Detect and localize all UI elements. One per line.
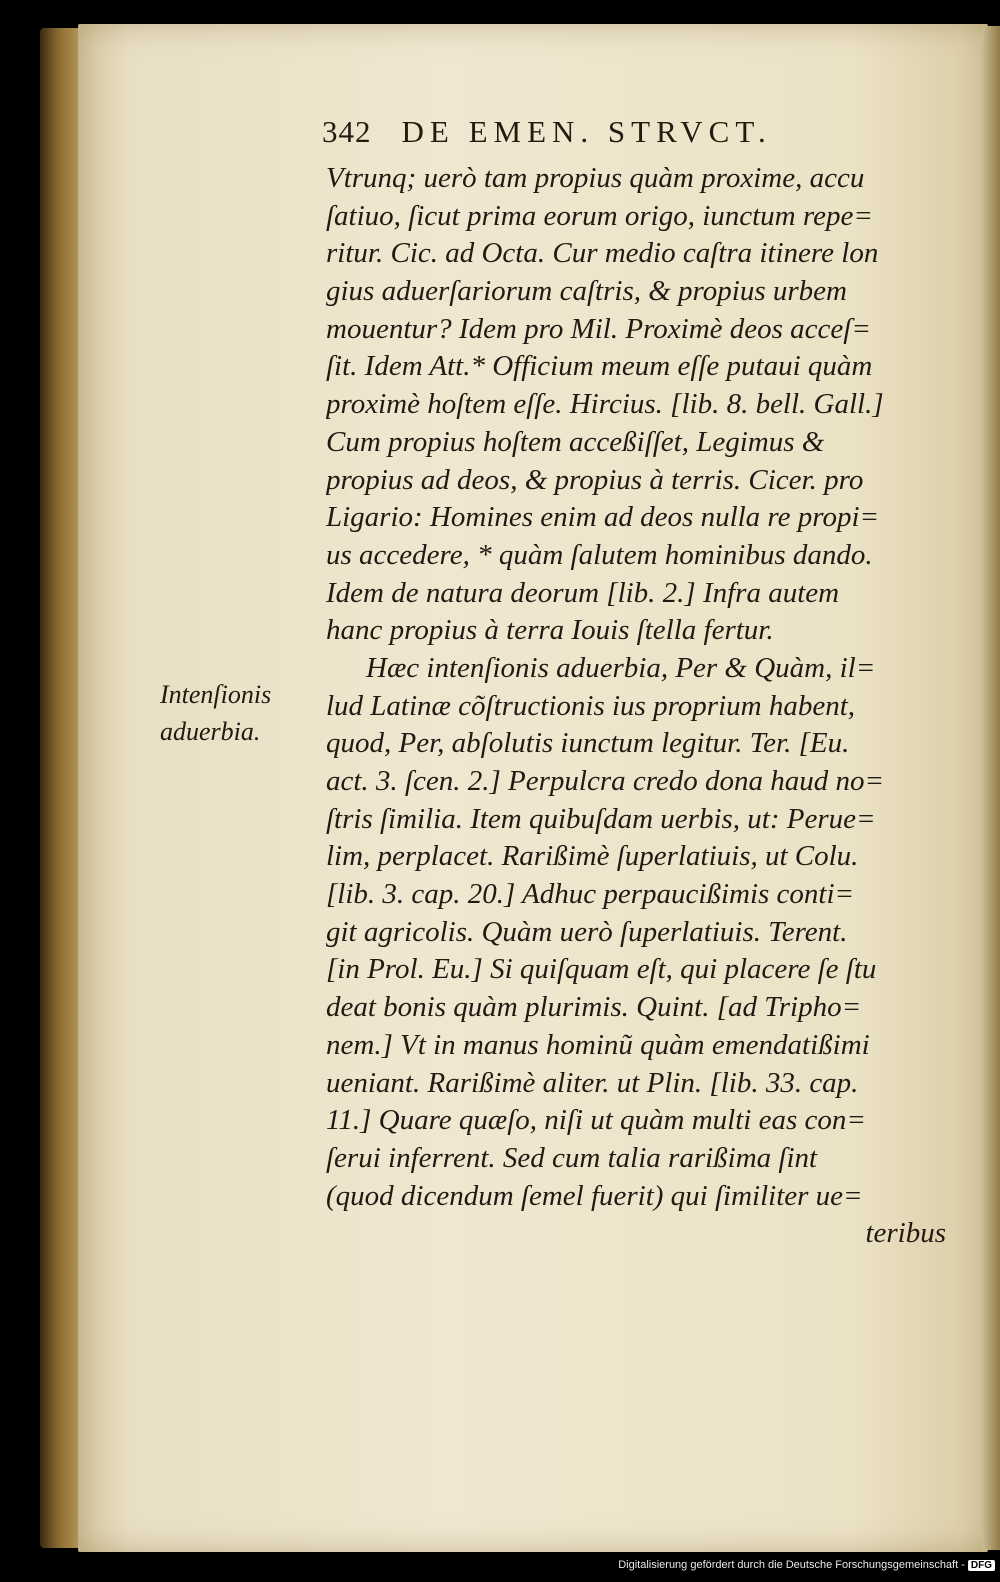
text-line: mouentur? Idem pro Mil. Proximè deos acceſ= (326, 312, 871, 345)
text-line: ſerui inferrent. Sed cum talia rarißima ſint (326, 1141, 818, 1174)
credit-text: Digitalisierung gefördert durch die Deutsche Forschungsgemeinschaft - (618, 1559, 965, 1571)
body-text (326, 160, 946, 1253)
text-line: lud Latinæ cõſtructionis ius proprium habent, (326, 689, 856, 722)
text-line: Hæc intenſionis aduerbia, Per & Quàm, il= (366, 651, 876, 684)
text-line: Vtrunq; uerò tam propius quàm proxime, accu (326, 162, 865, 194)
text-line: ſit. Idem Att.* Officium meum eſſe putaui quàm (326, 350, 873, 383)
dfg-logo: DFG (968, 1560, 995, 1571)
text-line: ritur. Cic. ad Octa. Cur medio caſtra itinere lon (326, 237, 879, 270)
digitization-credit (600, 1559, 995, 1579)
marginal-note (160, 676, 330, 750)
text-line: git agricolis. Quàm uerò ſuperlatiuis. Terent. (326, 915, 848, 948)
text-line: lim, perplacet. Rarißimè ſuperlatiuis, ut Colu. (326, 840, 859, 873)
text-line: ſtris ſimilia. Item quibuſdam uerbis, ut: Perue= (326, 802, 876, 835)
running-head-title: DE EMEN. STRVCT. (401, 114, 772, 149)
catchword: teribus (865, 1217, 946, 1250)
text-line: deat bonis quàm plurimis. Quint. [ad Tripho= (326, 991, 862, 1024)
text-line: [lib. 3. cap. 20.] Adhuc perpaucißimis conti= (326, 878, 855, 911)
text-line: 11.] Quare quæſo, niſi ut quàm multi eas con= (326, 1104, 866, 1137)
text-line: ueniant. Rarißimè aliter. ut Plin. [lib. 33. cap. (326, 1066, 859, 1099)
text-line: act. 3. ſcen. 2.] Perpulcra credo dona haud no= (326, 765, 885, 797)
text-line: quod, Per, abſolutis iunctum legitur. Ter. [Eu. (326, 727, 850, 760)
text-line: gius aduerſariorum caſtris, & propius urbem (326, 275, 847, 308)
text-line: proximè hoſtem eſſe. Hircius. [lib. 8. bell. Gall.] (326, 388, 884, 421)
text-line: hanc propius à terra Iouis ſtella fertur. (326, 614, 774, 647)
text-line: ſatiuo, ſicut prima eorum origo, iunctum repe= (326, 199, 873, 232)
text-line: Cum propius hoſtem acceßiſſet, Legimus & (326, 425, 825, 458)
text-line: us accedere, * quàm ſalutem hominibus dando. (326, 538, 873, 571)
text-line: nem.] Vt in manus hominũ quàm emendatißimi (326, 1028, 870, 1061)
text-line: Ligario: Homines enim ad deos nulla re propi= (326, 501, 880, 534)
marginal-note-line: aduerbia. (160, 717, 261, 746)
running-header (322, 114, 862, 154)
page-fore-edge (982, 26, 1000, 1550)
text-line: [in Prol. Eu.] Si quiſquam eſt, qui placere ſe ſtu (326, 953, 877, 986)
page-number: 342 (322, 114, 372, 149)
text-line: (quod dicendum ſemel fuerit) qui ſimiliter ue= (326, 1179, 863, 1212)
text-line: Idem de natura deorum [lib. 2.] Infra autem (326, 576, 840, 609)
text-line: propius ad deos, & propius à terris. Cicer. pro (326, 463, 864, 496)
marginal-note-line: Intenſionis (160, 680, 272, 709)
